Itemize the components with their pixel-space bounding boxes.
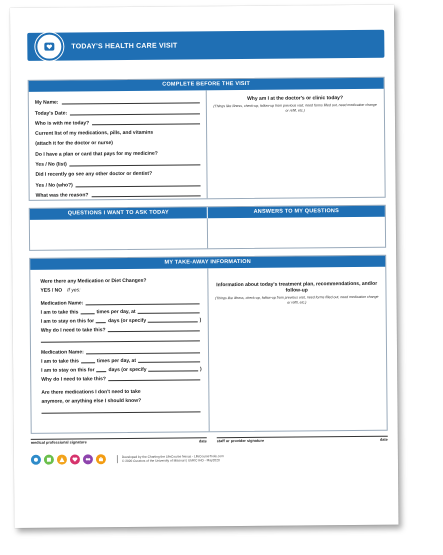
takeaway-bar: MY TAKE-AWAY INFORMATION [30,256,385,270]
name-field[interactable]: My Name: [35,94,200,106]
yes-no-row[interactable]: YES / NO If yes: [40,287,81,294]
visit-reason-heading: Why am I at the doctor's or clinic today? [247,95,344,102]
medications-list-label: Current list of my medications, pills, and vitamins [35,129,154,137]
health-logo-icon [35,33,63,61]
form-sheet [10,5,399,528]
treatment-plan-area[interactable] [208,267,387,432]
stop-meds-label-2: anymore, or anything else I should know? [41,397,142,405]
community-icon [44,455,54,465]
med2-name-field[interactable]: Medication Name: [41,345,202,355]
stop-meds-label-1: Are there medications I don't need to take [41,388,141,396]
employment-icon [96,454,106,464]
stop-meds-line[interactable] [41,403,200,413]
takeaway-fields [30,268,209,433]
visit-reason-hint: (Things like illness, check-up, follow-up from previous visit, need forms filled out, need medication change or refill, etc.) [213,102,377,113]
other-doctor-yes-no-field[interactable]: Yes / No (who?) [35,177,200,189]
med2-frequency-field[interactable]: I am to take this times per day, at [41,354,202,364]
visit-reason-area[interactable] [206,89,384,199]
takeaway-section [29,255,388,434]
payment-plan-label: Do I have a plan or card that pays for my medicine? [35,150,158,158]
diet-change-label: Were there any Medication or Diet Changes? [40,277,147,285]
attach-note-label: (attach it for the doctor or nurse) [35,140,113,148]
before-visit-section [28,77,386,201]
med1-name-field[interactable]: Medication Name: [41,296,202,306]
social-icon [83,454,93,464]
signature-row [31,436,388,445]
questions-bar: QUESTIONS I WANT TO ASK TODAY [30,207,207,220]
treatment-plan-hint: (Things like illness, check-up, follow-up from previous visit, need forms filled out, need medication change or refill, etc.) [215,294,379,305]
before-visit-fields [29,90,207,200]
reason-field[interactable]: What was the reason? [36,187,201,199]
before-visit-bar: COMPLETE BEFORE THE VISIT [29,78,384,92]
questions-area[interactable] [30,218,208,250]
lifecourse-icons [31,454,109,465]
answers-bar: ANSWERS TO MY QUESTIONS [208,206,385,219]
form-content [27,30,388,465]
page-title: TODAY'S HEALTH CARE VISIT [71,42,178,50]
companion-field[interactable]: Who is with me today? [35,115,200,127]
treatment-plan-heading: Information about today's treatment plan, recommendations, and/or follow-up [216,280,378,294]
med2-duration-field[interactable]: I am to stay on this for days (or specify ) [41,366,202,374]
medical-signature-field[interactable]: medical professional signature date [30,439,207,445]
med1-duration-field[interactable]: I am to stay on this for days (or specify ) [40,317,202,325]
answers-area[interactable] [207,217,385,249]
questions-section [29,205,386,251]
footer-credits: Developed by the Charting the LifeCourse Nexus - LifeCourseTools.com © 2020 Curators of the University of Missouri | UMKC IHD - May2020 [117,454,224,464]
healthy-living-icon [70,454,80,464]
payment-yes-no-field[interactable]: Yes / No (list) [35,156,200,168]
daily-life-icon [31,455,41,465]
med1-why-field[interactable]: Why do I need to take this? [41,323,202,333]
staff-signature-field[interactable]: staff or provider signature date [216,437,388,444]
med1-frequency-field[interactable]: I am to take this times per day, at [41,305,202,315]
med2-why-field[interactable]: Why do I need to take this? [41,372,202,382]
header-bar [27,30,384,61]
date-field[interactable]: Today's Date: [35,105,200,117]
other-doctor-label: Did I recently go see any other doctor or dentist? [35,171,153,179]
med1-why-line[interactable] [41,332,200,342]
safety-icon [57,455,67,465]
footer [31,452,388,465]
